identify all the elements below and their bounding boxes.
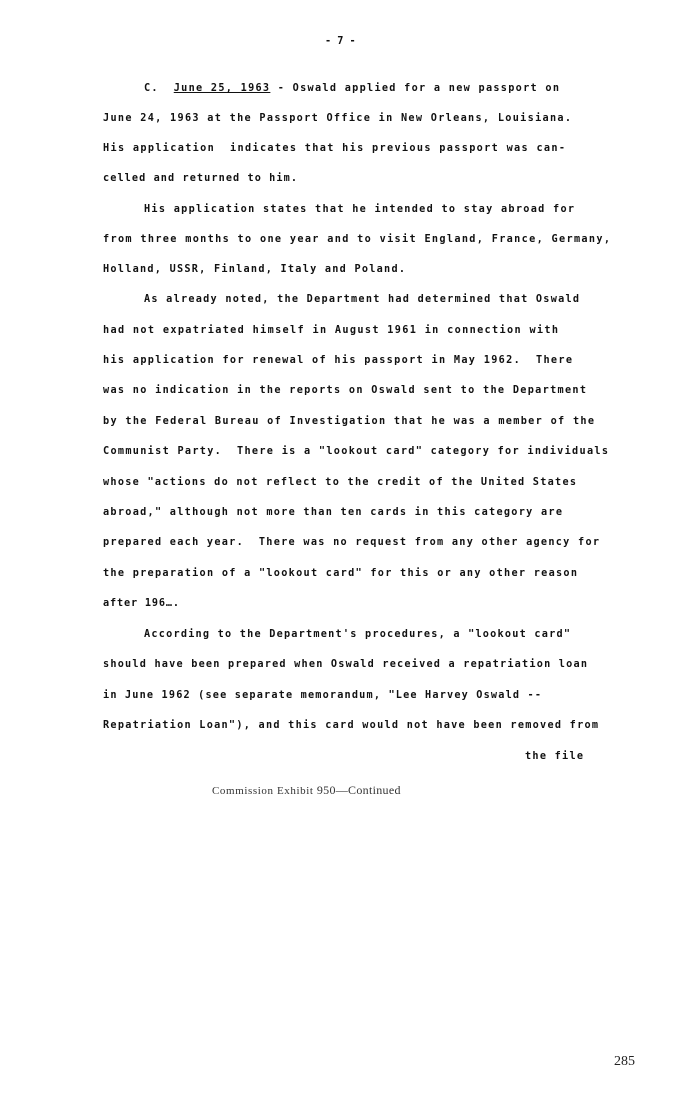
text-segment: Repatriation Loan"), and this card would not have been removed from	[103, 720, 600, 731]
text-line	[103, 538, 600, 548]
text-segment: abroad," although not more than ten cards in this category are	[103, 507, 564, 518]
text-line	[103, 144, 566, 154]
text-segment: C.	[144, 83, 174, 94]
text-line	[103, 417, 595, 427]
text-line	[103, 356, 573, 366]
text-line	[103, 114, 572, 124]
caption-word-commission: Commission	[212, 785, 274, 797]
text-line	[103, 721, 599, 731]
text-segment: was no indication in the reports on Oswald sent to the Department	[103, 385, 588, 396]
text-segment: As already noted, the Department had determined that Oswald	[144, 294, 581, 305]
dated-heading: June 25, 1963	[173, 83, 271, 94]
text-segment: His application states that he intended to stay abroad for	[144, 204, 576, 215]
page-number: 285	[614, 1054, 635, 1069]
text-line	[103, 174, 298, 184]
text-segment: from three months to one year and to visit England, France, Germany,	[103, 234, 612, 245]
text-line	[103, 478, 577, 488]
text-segment: the file	[525, 751, 585, 762]
exhibit-caption	[212, 783, 401, 798]
text-line	[103, 599, 180, 609]
text-line	[144, 84, 560, 94]
text-segment: by the Federal Bureau of Investigation that he was a member of the	[103, 416, 596, 427]
text-segment: According to the Department's procedures, a "lookout card"	[144, 629, 572, 640]
text-line	[144, 630, 571, 640]
text-line	[103, 386, 587, 396]
text-segment: had not expatriated himself in August 1961 in connection with	[103, 325, 560, 336]
page-marker: - 7 -	[325, 36, 356, 47]
text-line	[103, 235, 611, 245]
text-line	[525, 752, 584, 762]
text-line	[144, 205, 575, 215]
text-segment: in June 1962 (see separate memorandum, "Lee Harvey Oswald --	[103, 690, 543, 701]
text-line	[103, 660, 588, 670]
caption-exhibit-number: 950	[316, 783, 336, 797]
text-line	[103, 691, 542, 701]
text-segment: celled and returned to him.	[103, 173, 299, 184]
text-segment: Communist Party. There is a "lookout card" category for individuals	[103, 446, 610, 457]
text-line	[103, 265, 406, 275]
text-segment: June 24, 1963 at the Passport Office in New Orleans, Louisiana.	[103, 113, 573, 124]
caption-suffix: —Continued	[335, 783, 401, 797]
text-segment: His application indicates that his previous passport was can-	[103, 143, 567, 154]
text-segment: after 196….	[103, 598, 180, 609]
text-segment: his application for renewal of his passport in May 1962. There	[103, 355, 574, 366]
text-segment: Holland, USSR, Finland, Italy and Poland.	[103, 264, 407, 275]
text-line	[103, 447, 609, 457]
caption-word-exhibit: Exhibit	[276, 785, 314, 797]
text-line	[103, 508, 563, 518]
text-segment: whose "actions do not reflect to the credit of the United States	[103, 477, 578, 488]
text-segment: the preparation of a "lookout card" for this or any other reason	[103, 568, 579, 579]
text-line	[103, 326, 559, 336]
text-segment: - Oswald applied for a new passport on	[270, 83, 561, 94]
text-segment: should have been prepared when Oswald received a repatriation loan	[103, 659, 589, 670]
text-segment: prepared each year. There was no request from any other agency for	[103, 537, 601, 548]
text-line	[144, 295, 580, 305]
text-line	[103, 569, 578, 579]
